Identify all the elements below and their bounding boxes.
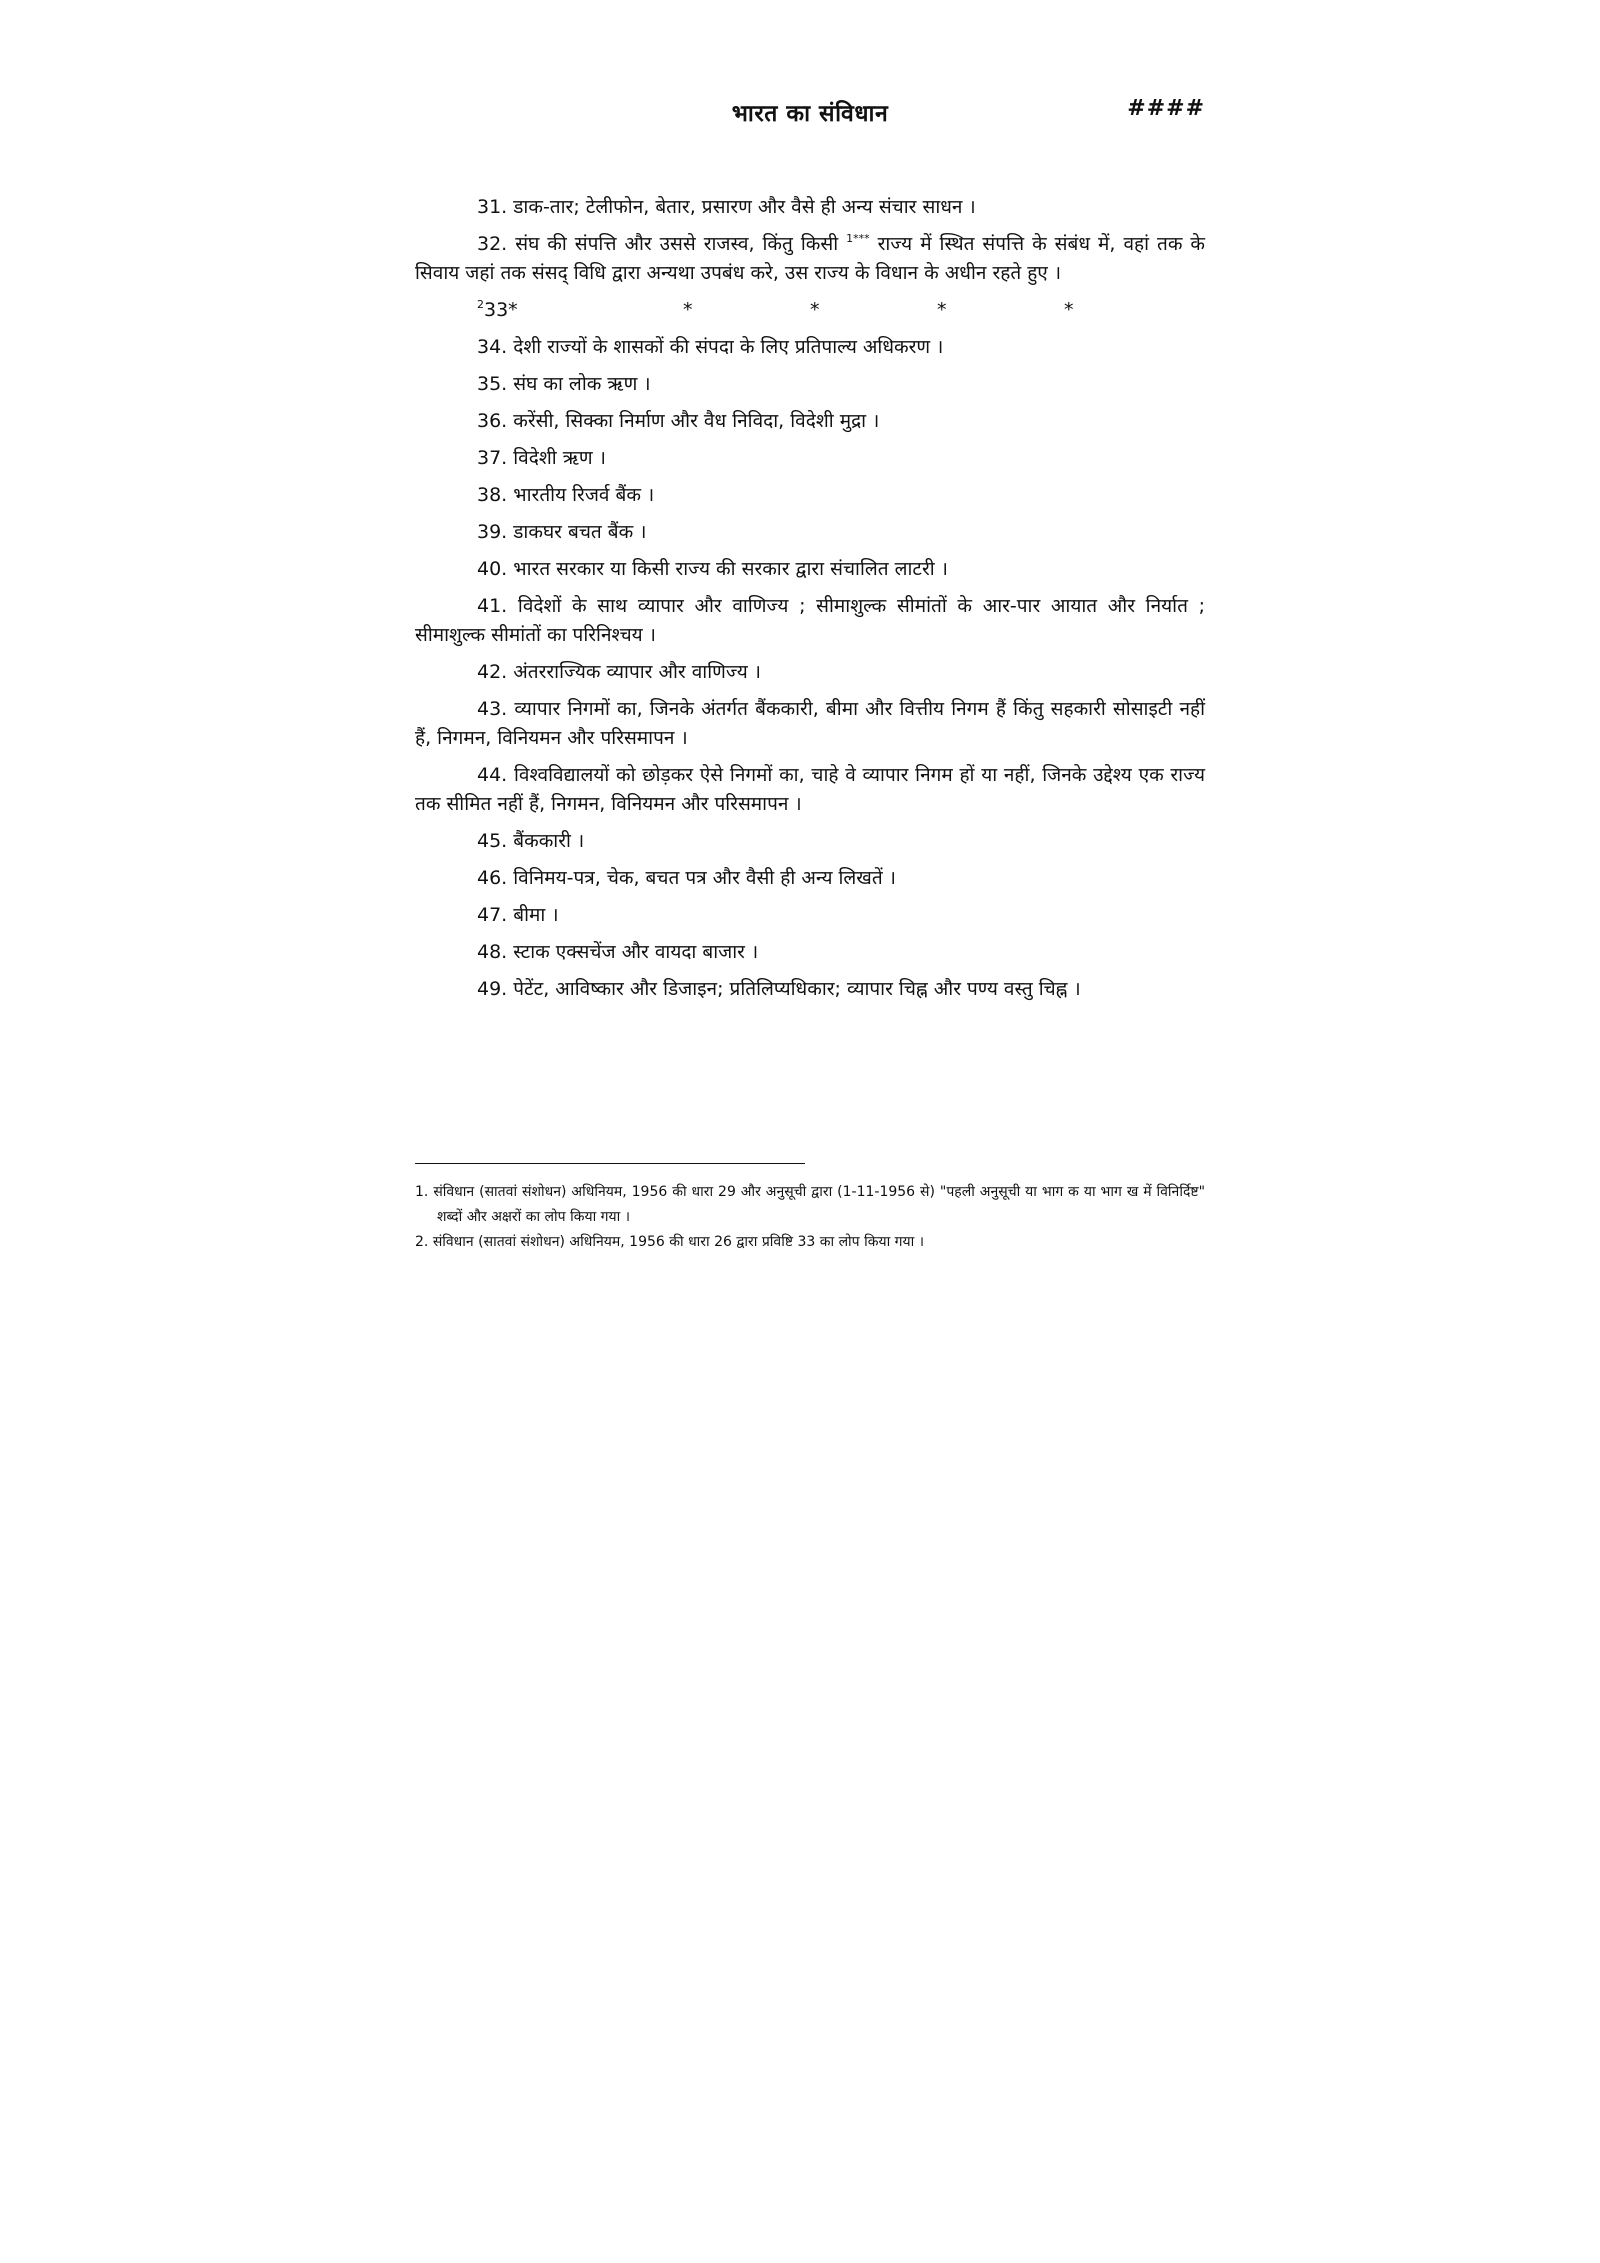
entry-text: अंतरराज्यिक व्यापार और वाणिज्य ।	[513, 661, 761, 683]
entry-text: राज्य में स्थित संपत्ति के संबंध में, वहां तक के सिवाय जहां तक संसद् विधि द्वारा अन्यथा उपबंध करे, उस राज्य के विधान के अधीन रहते हुए ।	[415, 233, 1206, 284]
entry-number: 42.	[477, 661, 508, 683]
page-header	[415, 96, 1205, 136]
footnote-text: संविधान (सातवां संशोधन) अधिनियम, 1956 की धारा 26 द्वारा प्रविष्टि 33 का लोप किया गया ।	[432, 1234, 925, 1250]
entry-text: संघ की संपत्ति और उससे राजस्व, किंतु किसी	[515, 233, 839, 255]
omission-star: *	[1064, 299, 1074, 321]
list-item-45	[415, 827, 1205, 856]
entry-number: 49.	[477, 978, 508, 1000]
list-item-31	[415, 193, 1205, 222]
entry-number: 46.	[477, 867, 508, 889]
entry-number: 39.	[477, 521, 508, 543]
footnote-marker: 2.	[415, 1234, 429, 1250]
list-entries	[415, 193, 1205, 1012]
omission-star: *	[810, 299, 820, 321]
entry-number: 47.	[477, 904, 508, 926]
entry-number: 41.	[477, 595, 508, 617]
entry-text: डाक-तार; टेलीफोन, बेतार, प्रसारण और वैसे ही अन्य संचार साधन ।	[513, 196, 976, 218]
entry-number: 32.	[477, 233, 508, 255]
entry-number: 37.	[477, 447, 508, 469]
list-item-44	[415, 761, 1205, 819]
entry-text: पेटेंट, आविष्कार और डिजाइन; प्रतिलिप्यधिकार; व्यापार चिह्न और पण्य वस्तु चिह्न ।	[513, 978, 1081, 1000]
list-item-35	[415, 370, 1205, 399]
list-item-36	[415, 407, 1205, 436]
omission-star: *	[937, 299, 947, 321]
list-item-46	[415, 864, 1205, 893]
list-item-48	[415, 938, 1205, 967]
list-item-47	[415, 901, 1205, 930]
footnote-ref-2: 2	[477, 298, 484, 311]
list-item-32	[415, 230, 1205, 288]
list-item-41	[415, 592, 1205, 650]
entry-text: विश्वविद्यालयों को छोड़कर ऐसे निगमों का, चाहे वे व्यापार निगम हों या नहीं, जिनके उद्देश्य एक राज्य तक सीमित नहीं हैं, निगमन, विनियमन और परिसमापन ।	[415, 764, 1205, 815]
entry-number: 40.	[477, 558, 508, 580]
footnotes	[415, 1180, 1205, 1255]
entry-number: 34.	[477, 336, 508, 358]
entry-text: विदेशों के साथ व्यापार और वाणिज्य ; सीमाशुल्क सीमांतों के आर-पार आयात और निर्यात ; सीमाशुल्क सीमांतों का परिनिश्चय ।	[415, 595, 1205, 646]
page-number: ####	[1127, 96, 1205, 121]
entry-number: 45.	[477, 830, 508, 852]
entry-number: 44.	[477, 764, 508, 786]
omission-star: *	[683, 299, 693, 321]
entry-text: व्यापार निगमों का, जिनके अंतर्गत बैंककारी, बीमा और वित्तीय निगम हैं किंतु सहकारी सोसाइटी नहीं हैं, निगमन, विनियमन और परिसमापन ।	[415, 698, 1205, 749]
entry-text: संघ का लोक ऋण ।	[513, 373, 651, 395]
entry-text: विदेशी ऋण ।	[513, 447, 606, 469]
list-item-40	[415, 555, 1205, 584]
list-item-37	[415, 444, 1205, 473]
entry-number: 43.	[477, 698, 508, 720]
entry-number: 33*	[484, 299, 518, 321]
list-item-42	[415, 658, 1205, 687]
entry-number: 31.	[477, 196, 508, 218]
page-title: भारत का संविधान	[731, 101, 889, 127]
list-item-39	[415, 518, 1205, 547]
list-item-33-omitted	[415, 296, 1205, 325]
list-item-34	[415, 333, 1205, 362]
entry-text: भारतीय रिजर्व बैंक ।	[513, 484, 655, 506]
entry-text: विनिमय-पत्र, चेक, बचत पत्र और वैसी ही अन्य लिखतें ।	[513, 867, 896, 889]
entry-text: स्टाक एक्सचेंज और वायदा बाजार ।	[513, 941, 759, 963]
entry-text: डाकघर बचत बैंक ।	[513, 521, 647, 543]
entry-text: करेंसी, सिक्का निर्माण और वैध निविदा, विदेशी मुद्रा ।	[513, 410, 880, 432]
entry-number: 36.	[477, 410, 508, 432]
list-item-43	[415, 695, 1205, 753]
entry-text: बीमा ।	[513, 904, 559, 926]
entry-number: 48.	[477, 941, 508, 963]
entry-text: बैंककारी ।	[513, 830, 585, 852]
entry-text: देशी राज्यों के शासकों की संपदा के लिए प्रतिपाल्य अधिकरण ।	[513, 336, 944, 358]
footnote-2	[415, 1230, 1205, 1255]
entry-number: 38.	[477, 484, 508, 506]
footnote-marker: 1.	[415, 1184, 429, 1200]
footnote-divider	[415, 1163, 805, 1164]
footnote-1	[415, 1180, 1205, 1230]
entry-text: भारत सरकार या किसी राज्य की सरकार द्वारा संचालित लाटरी ।	[513, 558, 948, 580]
list-item-38	[415, 481, 1205, 510]
footnote-ref-1: 1***	[846, 232, 870, 245]
entry-number: 35.	[477, 373, 508, 395]
footnote-text: संविधान (सातवां संशोधन) अधिनियम, 1956 की धारा 29 और अनुसूची द्वारा (1-11-1956 से) "पहली अनुसूची या भाग क या भाग ख में विनिर्दिष्ट" शब्दों और अक्षरों का लोप किया गया ।	[433, 1184, 1206, 1225]
list-item-49	[415, 975, 1205, 1004]
